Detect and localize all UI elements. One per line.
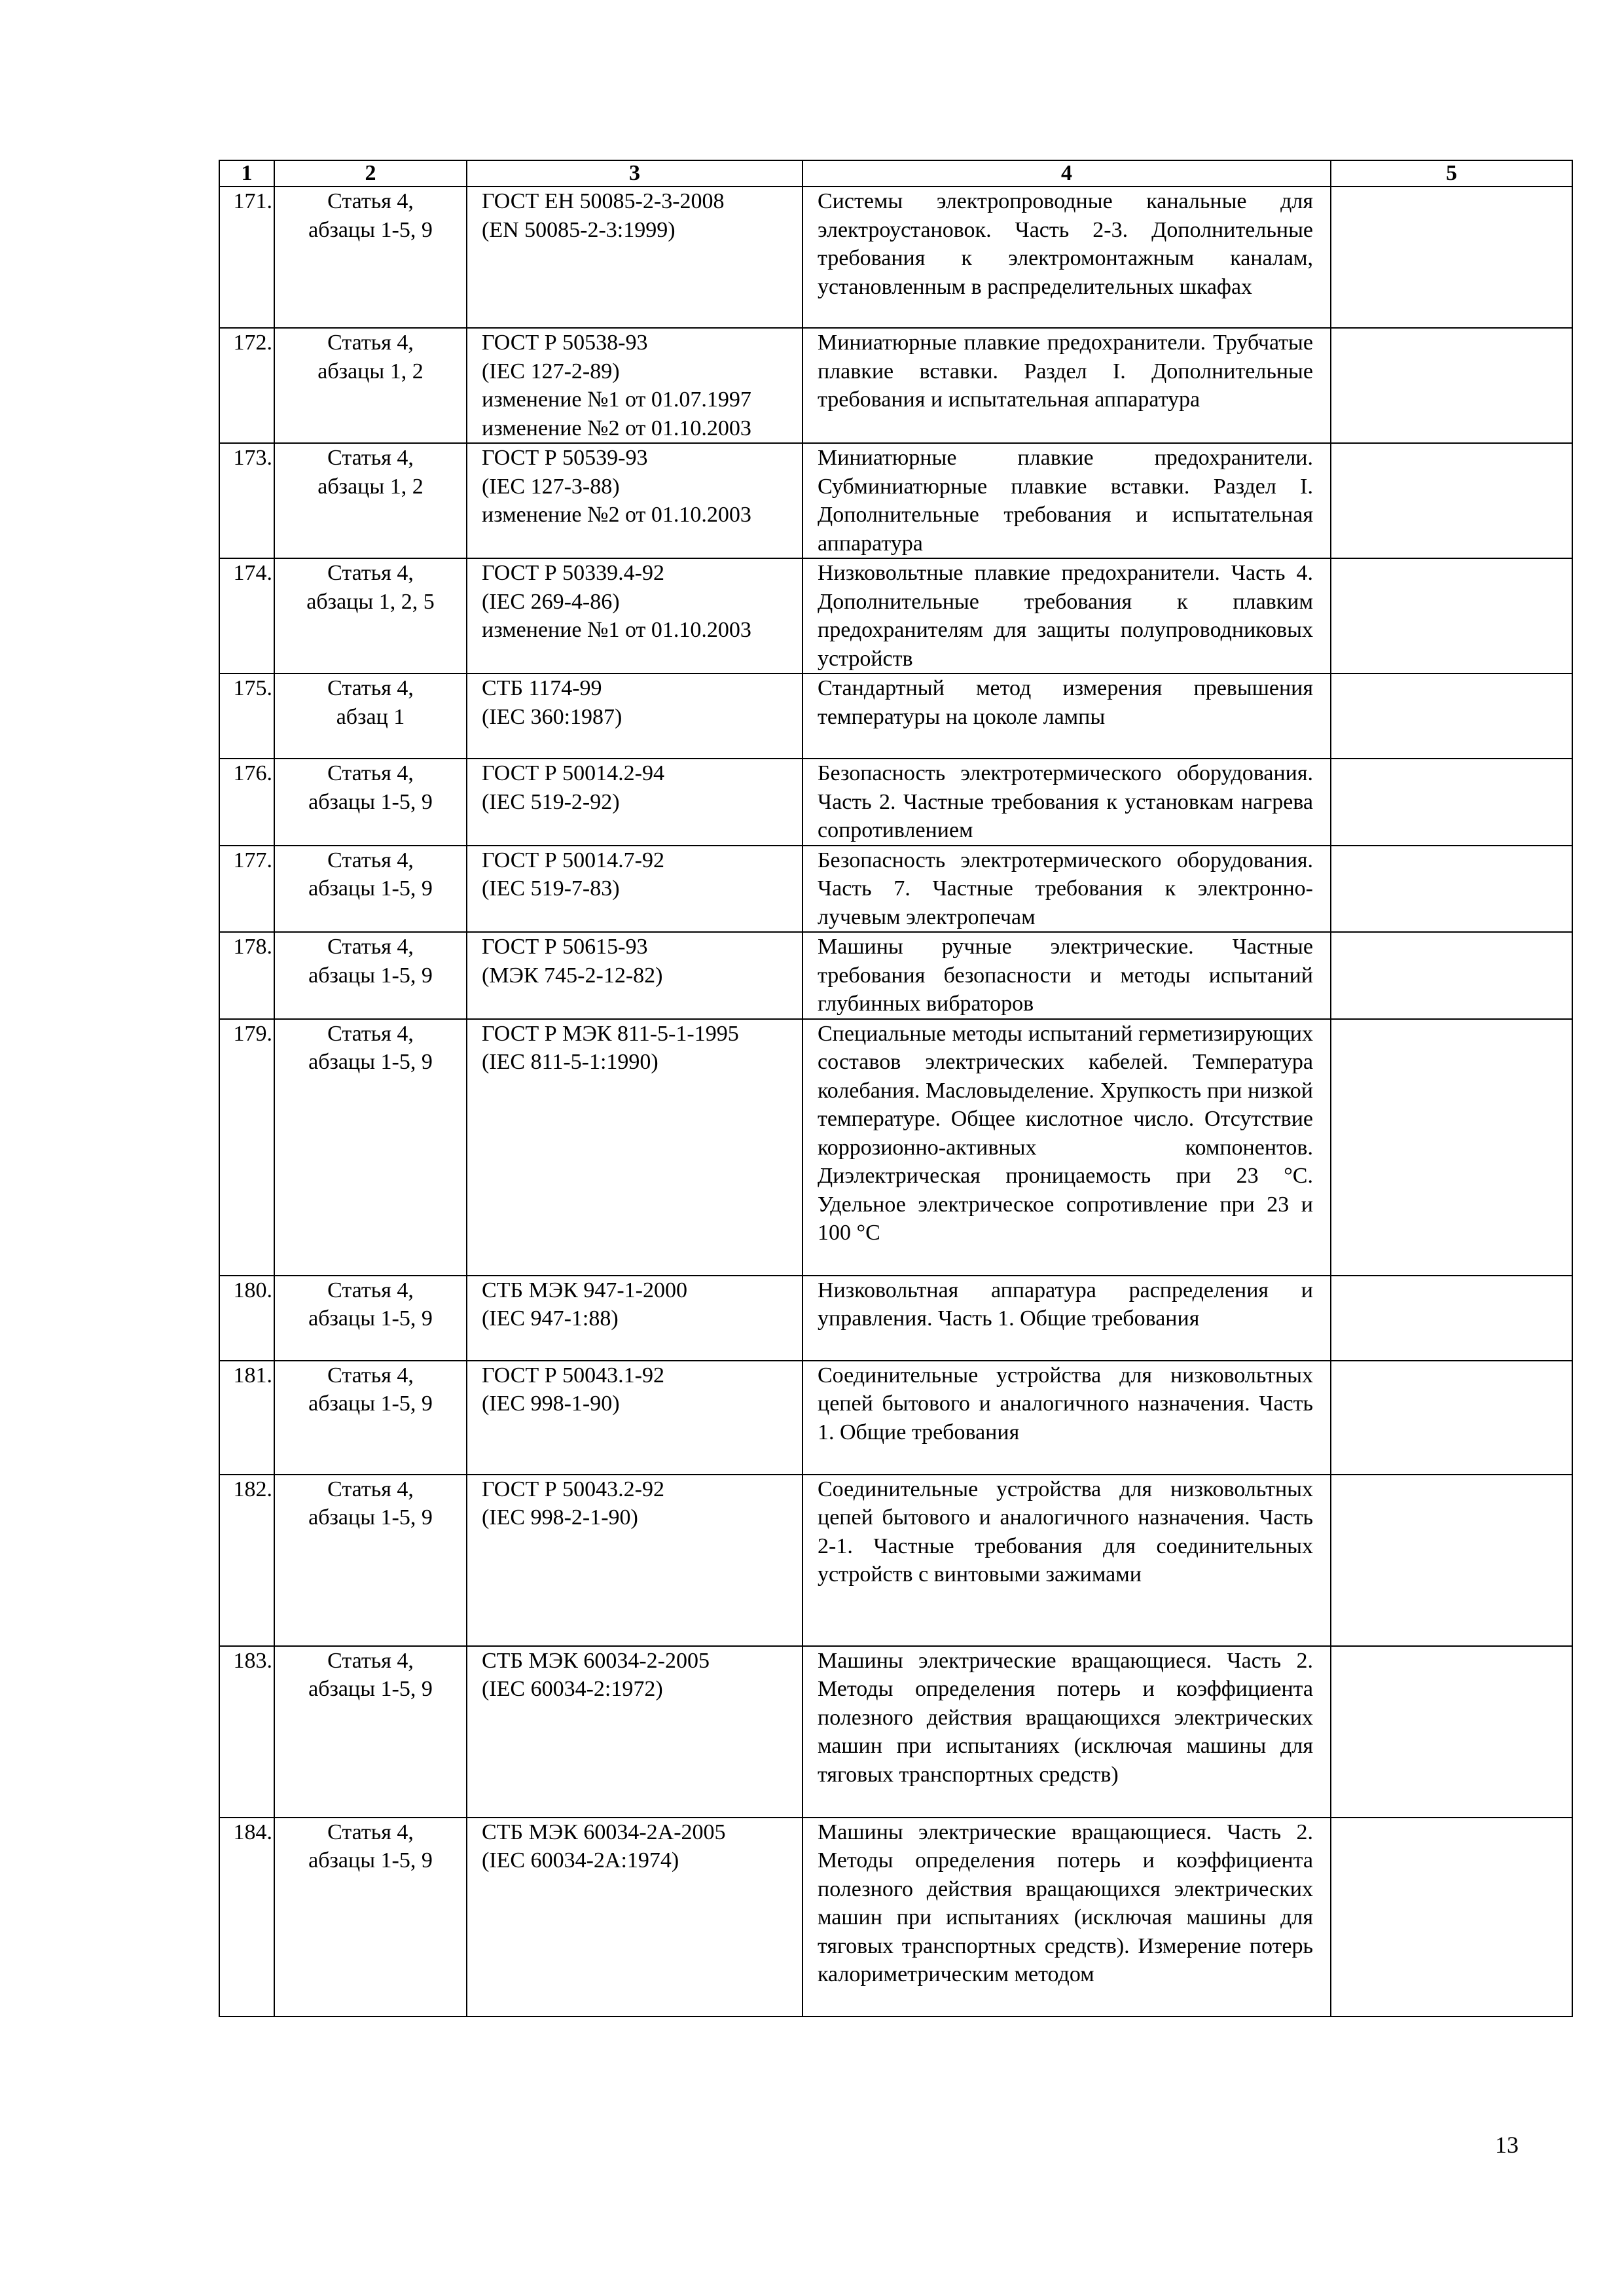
- article-reference-line: Статья 4,: [327, 1477, 414, 1501]
- article-reference-line: абзацы 1-5, 9: [308, 789, 433, 814]
- standard-designation: [467, 187, 803, 328]
- table-row: [219, 1818, 1572, 2017]
- standard-designation: [467, 932, 803, 1019]
- article-reference: [274, 1818, 467, 2017]
- note-cell: [1331, 1276, 1572, 1361]
- standard-designation: [467, 1361, 803, 1475]
- standard-designation: [467, 443, 803, 558]
- standard-designation-line: ГОСТ Р 50615-93: [482, 935, 648, 959]
- standard-designation-line: изменение №2 от 01.10.2003: [482, 503, 751, 527]
- article-reference: [274, 187, 467, 328]
- article-reference-line: абзац 1: [336, 704, 405, 729]
- row-number: 182.: [219, 1475, 274, 1646]
- standard-designation-line: (IEC 127-3-88): [482, 474, 620, 499]
- article-reference-line: Статья 4,: [327, 761, 414, 785]
- row-number: 178.: [219, 932, 274, 1019]
- note-cell: [1331, 1361, 1572, 1475]
- row-number: 172.: [219, 328, 274, 443]
- header-col-3: 3: [467, 160, 803, 187]
- standard-designation-line: изменение №1 от 01.10.2003: [482, 618, 751, 642]
- row-number: 177.: [219, 846, 274, 933]
- standard-designation-line: ГОСТ Р 50339.4-92: [482, 561, 664, 585]
- note-cell: [1331, 1019, 1572, 1276]
- row-number: 171.: [219, 187, 274, 328]
- table-row: [219, 187, 1572, 328]
- standard-designation-line: (IEC 127-2-89): [482, 359, 620, 384]
- standard-designation-line: ГОСТ Р 50539-93: [482, 446, 648, 470]
- table-row: [219, 673, 1572, 759]
- table-row: [219, 1361, 1572, 1475]
- standard-title: Соединительные устройства для низковольтных цепей бытового и аналогичного назначения. Часть 1. Общие требования: [803, 1361, 1331, 1475]
- article-reference: [274, 1475, 467, 1646]
- table-row: [219, 1276, 1572, 1361]
- table-row: [219, 1646, 1572, 1818]
- note-cell: [1331, 1818, 1572, 2017]
- standard-designation-line: ГОСТ Р 50014.7-92: [482, 848, 664, 872]
- standard-designation: [467, 1019, 803, 1276]
- article-reference-line: Статья 4,: [327, 446, 414, 470]
- standard-designation-line: ГОСТ ЕН 50085-2-3-2008: [482, 189, 725, 213]
- standard-designation-line: (IEC 811-5-1:1990): [482, 1050, 659, 1074]
- article-reference: [274, 1361, 467, 1475]
- standard-title: Безопасность электротермического оборудования. Часть 7. Частные требования к электронно-лучевым электропечам: [803, 846, 1331, 933]
- article-reference-line: абзацы 1-5, 9: [308, 217, 433, 242]
- article-reference: [274, 1019, 467, 1276]
- standard-designation-line: (IEC 360:1987): [482, 704, 623, 729]
- article-reference-line: Статья 4,: [327, 935, 414, 959]
- table-header-row: [219, 160, 1572, 187]
- article-reference: [274, 759, 467, 846]
- row-number: 181.: [219, 1361, 274, 1475]
- standard-designation-line: ГОСТ Р 50043.1-92: [482, 1363, 664, 1388]
- standard-designation-line: ГОСТ Р 50043.2-92: [482, 1477, 664, 1501]
- standard-designation-line: (IEC 519-7-83): [482, 876, 620, 901]
- table-row: [219, 1019, 1572, 1276]
- article-reference-line: Статья 4,: [327, 561, 414, 585]
- article-reference: [274, 328, 467, 443]
- article-reference: [274, 443, 467, 558]
- standard-title: Низковольтная аппаратура распределения и управления. Часть 1. Общие требования: [803, 1276, 1331, 1361]
- row-number: 180.: [219, 1276, 274, 1361]
- article-reference: [274, 558, 467, 673]
- article-reference-line: абзацы 1-5, 9: [308, 876, 433, 901]
- header-col-4: 4: [803, 160, 1331, 187]
- row-number: 175.: [219, 673, 274, 759]
- article-reference: [274, 1646, 467, 1818]
- row-number: 183.: [219, 1646, 274, 1818]
- row-number: 184.: [219, 1818, 274, 2017]
- article-reference-line: абзацы 1-5, 9: [308, 1505, 433, 1530]
- table-row: [219, 443, 1572, 558]
- standard-designation: [467, 1818, 803, 2017]
- standard-designation: [467, 846, 803, 933]
- standard-designation-line: изменение №1 от 01.07.1997: [482, 387, 751, 412]
- article-reference-line: Статья 4,: [327, 1648, 414, 1673]
- note-cell: [1331, 328, 1572, 443]
- standard-designation: [467, 1475, 803, 1646]
- standard-designation-line: СТБ МЭК 60034-2А-2005: [482, 1820, 726, 1844]
- article-reference-line: Статья 4,: [327, 848, 414, 872]
- article-reference-line: абзацы 1-5, 9: [308, 963, 433, 988]
- row-number: 179.: [219, 1019, 274, 1276]
- standard-designation-line: СТБ МЭК 947-1-2000: [482, 1278, 687, 1302]
- standard-designation: [467, 673, 803, 759]
- standard-title: Специальные методы испытаний герметизирующих составов электрических кабелей. Температура колебания. Масловыделение. Хрупкость при низкой температуре. Общее кислотное число. Отсутствие коррозионно-активных компонентов. Диэлектрическая проницаемость при 23 °С. Удельное электрическое сопротивление при 23 и 100 °С: [803, 1019, 1331, 1276]
- header-col-1: 1: [219, 160, 274, 187]
- row-number: 176.: [219, 759, 274, 846]
- standard-title: Стандартный метод измерения превышения температуры на цоколе лампы: [803, 673, 1331, 759]
- article-reference-line: Статья 4,: [327, 1820, 414, 1844]
- row-number: 173.: [219, 443, 274, 558]
- header-col-2: 2: [274, 160, 467, 187]
- standard-title: Низковольтные плавкие предохранители. Часть 4. Дополнительные требования к плавким предохранителям для защиты полупроводниковых устройств: [803, 558, 1331, 673]
- standard-designation: [467, 328, 803, 443]
- standard-title: Безопасность электротермического оборудования. Часть 2. Частные требования к установкам нагрева сопротивлением: [803, 759, 1331, 846]
- standard-designation: [467, 759, 803, 846]
- note-cell: [1331, 1646, 1572, 1818]
- article-reference-line: абзацы 1, 2: [317, 359, 424, 384]
- standard-designation-line: (IEC 519-2-92): [482, 789, 620, 814]
- article-reference-line: Статья 4,: [327, 1278, 414, 1302]
- standard-title: Машины электрические вращающиеся. Часть 2. Методы определения потерь и коэффициента полезного действия вращающихся электрических машин при испытаниях (исключая машины для тяговых транспортных средств). Измерение потерь калориметрическим методом: [803, 1818, 1331, 2017]
- article-reference-line: Статья 4,: [327, 331, 414, 355]
- standard-designation-line: СТБ МЭК 60034-2-2005: [482, 1648, 710, 1673]
- article-reference-line: абзацы 1, 2: [317, 474, 424, 499]
- article-reference: [274, 1276, 467, 1361]
- table-body: [219, 187, 1572, 2017]
- article-reference: [274, 932, 467, 1019]
- note-cell: [1331, 443, 1572, 558]
- standard-designation-line: ГОСТ Р 50014.2-94: [482, 761, 664, 785]
- article-reference-line: абзацы 1-5, 9: [308, 1848, 433, 1873]
- note-cell: [1331, 558, 1572, 673]
- note-cell: [1331, 759, 1572, 846]
- article-reference: [274, 673, 467, 759]
- standard-designation: [467, 1276, 803, 1361]
- standard-title: Машины ручные электрические. Частные требования безопасности и методы испытаний глубинных вибраторов: [803, 932, 1331, 1019]
- standard-designation: [467, 1646, 803, 1818]
- standard-title: Миниатюрные плавкие предохранители. Трубчатые плавкие вставки. Раздел I. Дополнительные требования и испытательная аппаратура: [803, 328, 1331, 443]
- note-cell: [1331, 673, 1572, 759]
- article-reference-line: абзацы 1-5, 9: [308, 1391, 433, 1416]
- table-row: [219, 846, 1572, 933]
- row-number: 174.: [219, 558, 274, 673]
- standard-designation-line: (IEC 998-1-90): [482, 1391, 620, 1416]
- standard-designation-line: (IEC 947-1:88): [482, 1306, 619, 1331]
- standard-title: Системы электропроводные канальные для электроустановок. Часть 2-3. Дополнительные требования к электромонтажным каналам, установленным в распределительных шкафах: [803, 187, 1331, 328]
- standard-title: Соединительные устройства для низковольтных цепей бытового и аналогичного назначения. Часть 2-1. Частные требования для соединительных устройств с винтовыми зажимами: [803, 1475, 1331, 1646]
- article-reference-line: абзацы 1-5, 9: [308, 1050, 433, 1074]
- article-reference-line: Статья 4,: [327, 676, 414, 700]
- table-row: [219, 1475, 1572, 1646]
- standard-designation: [467, 558, 803, 673]
- standard-designation-line: (IEC 60034-2:1972): [482, 1677, 663, 1701]
- note-cell: [1331, 1475, 1572, 1646]
- standard-designation-line: (IEC 269-4-86): [482, 589, 620, 614]
- standard-designation-line: (МЭК 745-2-12-82): [482, 963, 663, 988]
- header-col-5: 5: [1331, 160, 1572, 187]
- note-cell: [1331, 187, 1572, 328]
- standard-title: Машины электрические вращающиеся. Часть 2. Методы определения потерь и коэффициента полезного действия вращающихся электрических машин при испытаниях (исключая машины для тяговых транспортных средств): [803, 1646, 1331, 1818]
- standard-designation-line: (IEC 998-2-1-90): [482, 1505, 638, 1530]
- article-reference: [274, 846, 467, 933]
- standard-designation-line: СТБ 1174-99: [482, 676, 602, 700]
- note-cell: [1331, 932, 1572, 1019]
- table-row: [219, 759, 1572, 846]
- standard-designation-line: ГОСТ Р 50538-93: [482, 331, 648, 355]
- article-reference-line: Статья 4,: [327, 1021, 414, 1046]
- article-reference-line: абзацы 1, 2, 5: [306, 589, 435, 614]
- standard-designation-line: изменение №2 от 01.10.2003: [482, 416, 751, 440]
- article-reference-line: Статья 4,: [327, 189, 414, 213]
- table-row: [219, 932, 1572, 1019]
- standard-title: Миниатюрные плавкие предохранители. Субминиатюрные плавкие вставки. Раздел I. Дополнительные требования и испытательная аппаратура: [803, 443, 1331, 558]
- article-reference-line: абзацы 1-5, 9: [308, 1306, 433, 1331]
- article-reference-line: Статья 4,: [327, 1363, 414, 1388]
- standard-designation-line: (IEC 60034-2A:1974): [482, 1848, 679, 1873]
- standards-table: [219, 160, 1573, 2017]
- standard-designation-line: ГОСТ Р МЭК 811-5-1-1995: [482, 1021, 739, 1046]
- standard-designation-line: (EN 50085-2-3:1999): [482, 217, 676, 242]
- note-cell: [1331, 846, 1572, 933]
- article-reference-line: абзацы 1-5, 9: [308, 1677, 433, 1701]
- table-row: [219, 328, 1572, 443]
- page-number: 13: [1495, 2132, 1519, 2158]
- table-row: [219, 558, 1572, 673]
